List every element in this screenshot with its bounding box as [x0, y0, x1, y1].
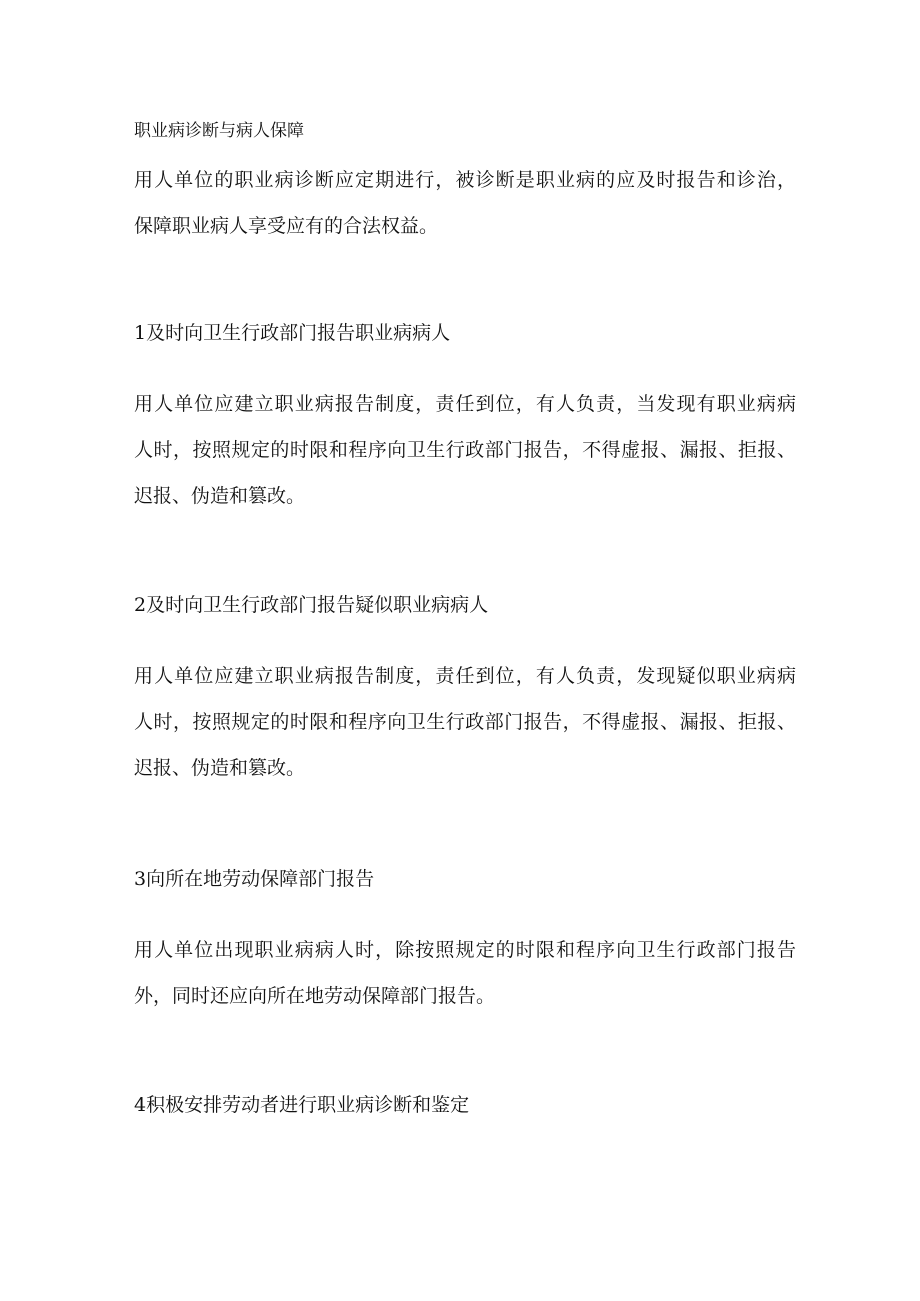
- section-paragraph-3: [134, 927, 796, 1019]
- intro-paragraph: [134, 157, 796, 249]
- section-heading-1: 1及时向卫生行政部门报告职业病病人: [134, 322, 451, 344]
- paragraph-line: 迟报、伪造和篡改。: [134, 485, 306, 507]
- paragraph-line: 外，同时还应向所在地劳动保障部门报告。: [134, 985, 496, 1007]
- document-title: 职业病诊断与病人保障: [134, 121, 304, 141]
- section-heading-3: 3向所在地劳动保障部门报告: [134, 868, 375, 890]
- section-paragraph-2: [134, 653, 796, 791]
- section-paragraph-1: [134, 381, 796, 519]
- intro-line: 用人单位的职业病诊断应定期进行，被诊断是职业病的应及时报告和诊治，: [134, 169, 796, 191]
- paragraph-line: 迟报、伪造和篡改。: [134, 757, 306, 779]
- paragraph-line: 用人单位应建立职业病报告制度，责任到位，有人负责，发现疑似职业病病: [134, 665, 796, 687]
- paragraph-line: 用人单位应建立职业病报告制度，责任到位，有人负责，当发现有职业病病: [134, 393, 796, 415]
- intro-line: 保障职业病人享受应有的合法权益。: [134, 215, 439, 237]
- section-heading-2: 2及时向卫生行政部门报告疑似职业病病人: [134, 594, 489, 616]
- paragraph-line: 人时，按照规定的时限和程序向卫生行政部门报告，不得虚报、漏报、拒报、: [134, 711, 796, 733]
- section-heading-4: 4积极安排劳动者进行职业病诊断和鉴定: [134, 1094, 470, 1116]
- paragraph-line: 人时，按照规定的时限和程序向卫生行政部门报告，不得虚报、漏报、拒报、: [134, 439, 796, 461]
- paragraph-line: 用人单位出现职业病病人时，除按照规定的时限和程序向卫生行政部门报告: [134, 939, 796, 961]
